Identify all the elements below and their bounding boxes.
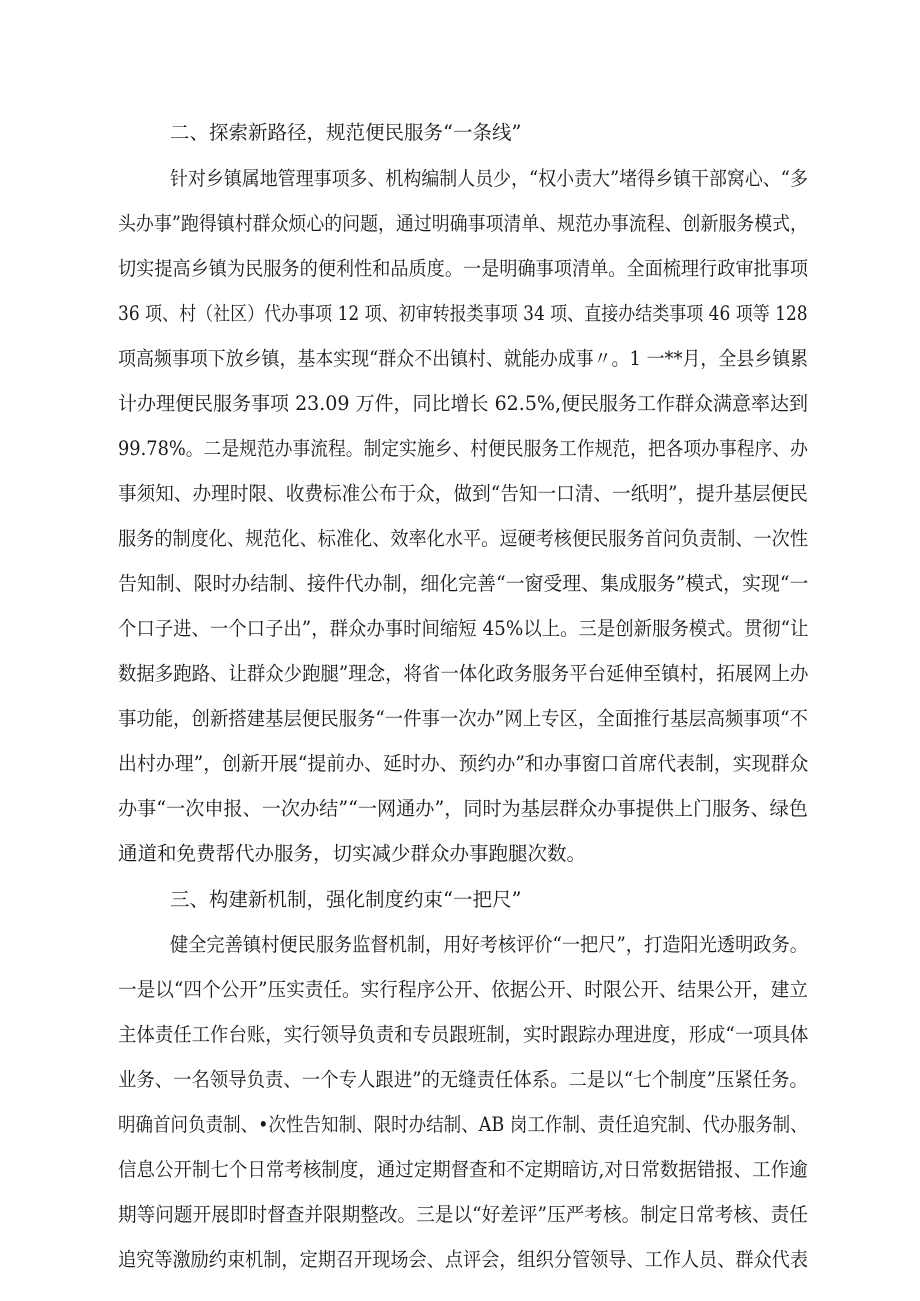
paragraph-line: 个口子进、一个口子出”，群众办事时间缩短 45%以上。三是创新服务模式。贯彻“让 bbox=[118, 617, 809, 640]
paragraph-line: 数据多跑路、让群众少跑腿”理念，将省一体化政务服务平台延伸至镇村，拓展网上办 bbox=[118, 662, 809, 685]
paragraph-line: 事须知、办理时限、收费标准公布于众，做到“告知一口清、一纸明”，提升基层便民 bbox=[118, 482, 808, 505]
paragraph-line: 业务、一名领导负责、一个专人跟进”的无缝责任体系。二是以“七个制度”压紧任务。 bbox=[118, 1068, 808, 1091]
paragraph-line: 事功能，创新搭建基层便民服务“一件事一次办”网上专区，全面推行基层高频事项“不 bbox=[118, 707, 808, 730]
section-heading: 三、构建新机制，强化制度约束“一把尺” bbox=[170, 888, 522, 911]
paragraph-line: 36 项、村（社区）代办事项 12 项、初审转报类事项 34 项、直接办结类事项 46 项等 128 bbox=[118, 302, 808, 325]
paragraph-line: 办事“一次申报、一次办结”“一网通办”，同时为基层群众办事提供上门服务、绿色 bbox=[118, 797, 808, 820]
paragraph-line: 服务的制度化、规范化、标准化、效率化水平。逗硬考核便民服务首问负责制、一次性 bbox=[118, 527, 809, 550]
paragraph-line: 健全完善镇村便民服务监督机制，用好考核评价“一把尺”，打造阳光透明政务。 bbox=[170, 933, 808, 956]
paragraph-line: 头办事”跑得镇村群众烦心的问题，通过明确事项清单、规范办事流程、创新服务模式， bbox=[118, 212, 808, 235]
paragraph-line: 主体责任工作台账，实行领导负责和专员跟班制，实时跟踪办理进度，形成“一项具体 bbox=[118, 1023, 809, 1046]
paragraph-line: 针对乡镇属地管理事项多、机构编制人员少，“权小责大”堵得乡镇干部窝心、“多 bbox=[170, 167, 808, 190]
paragraph-line: 告知制、限时办结制、接件代办制，细化完善“一窗受理、集成服务”模式，实现“一 bbox=[118, 572, 809, 595]
paragraph-line: 一是以“四个公开”压实责任。实行程序公开、依据公开、时限公开、结果公开，建立 bbox=[118, 978, 808, 1001]
paragraph-line: 明确首问负责制、•次性告知制、限时办结制、AB 岗工作制、责任追究制、代办服务制、 bbox=[118, 1113, 808, 1136]
paragraph-line: 通道和免费帮代办服务，切实减少群众办事跑腿次数。 bbox=[118, 842, 587, 865]
paragraph-line: 出村办理”，创新开展“提前办、延时办、预约办”和办事窗口首席代表制，实现群众 bbox=[118, 752, 809, 775]
paragraph-line: 信息公开制七个日常考核制度，通过定期督查和不定期暗访,对日常数据错报、工作逾 bbox=[118, 1158, 808, 1181]
paragraph-line: 追究等激励约束机制，定期召开现场会、点评会，组织分管领导、工作人员、群众代表 bbox=[118, 1248, 809, 1271]
paragraph-line: 切实提高乡镇为民服务的便利性和品质度。一是明确事项清单。全面梳理行政审批事项 bbox=[118, 257, 809, 280]
paragraph-line: 项高频事项下放乡镇，基本实现“群众不出镇村、就能办成事〃。1 一**月，全县乡镇累 bbox=[118, 347, 809, 370]
paragraph-line: 期等问题开展即时督查并限期整改。三是以“好差评”压严考核。制定日常考核、责任 bbox=[118, 1203, 808, 1226]
paragraph-line: 计办理便民服务事项 23.09 万件，同比增长 62.5%,便民服务工作群众满意率达到 bbox=[118, 392, 809, 415]
paragraph-line: 99.78%。二是规范办事流程。制定实施乡、村便民服务工作规范，把各项办事程序、办 bbox=[118, 437, 808, 460]
section-heading: 二、探索新路径，规范便民服务“一条线” bbox=[170, 121, 522, 144]
